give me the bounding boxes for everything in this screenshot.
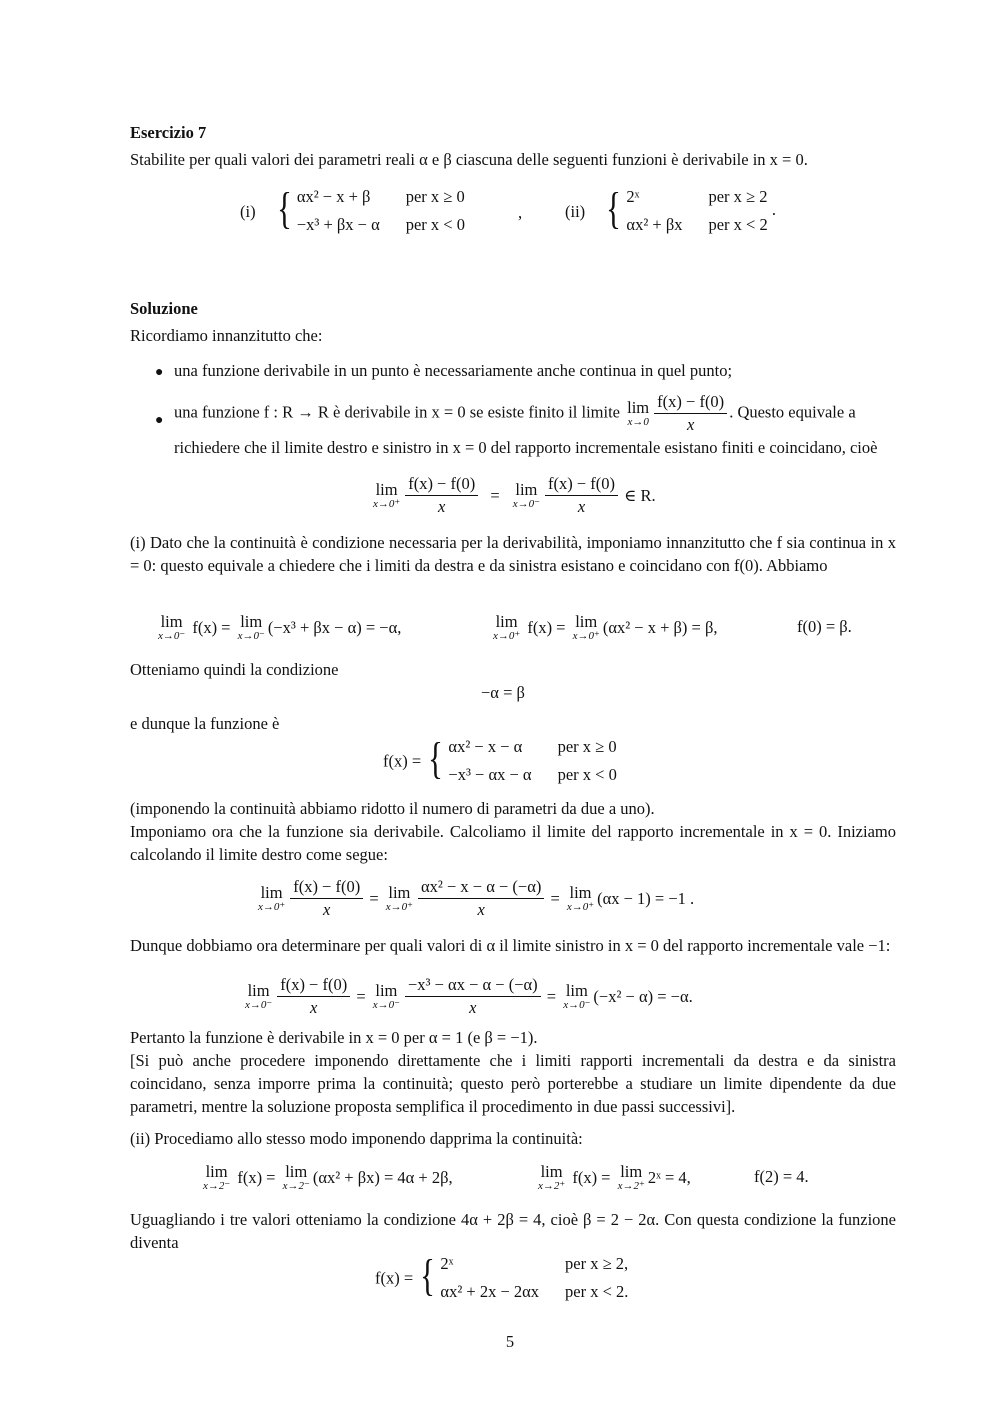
function-final: f(x) = { 2ˣ per x ≥ 2, αx² + 2x − 2αx per x < 2. <box>375 1250 628 1306</box>
eq-limits-ii-right: lim x→2⁺ f(x) = lim x→2⁺ 2ˣ = 4, <box>538 1162 691 1192</box>
exercise-statement: Stabilite per quali valori dei parametri reali α e β ciascuna delle seguenti funzioni è derivabile in x = 0. <box>130 150 808 169</box>
f1-row2-expr: −x³ + βx − α <box>296 215 380 234</box>
f2-row2-expr: αx² + βx <box>626 215 683 234</box>
eq-condition: −α = β <box>481 683 525 702</box>
separator-comma: , <box>518 203 523 222</box>
eq-right-limit: lim x→0⁺ $\frac{f(x) - f(0)}{x}$ = lim x→0⁺ $\frac{\text{αx² − x − α − (−α)}}{x}$ = lim x→0⁺ (αx − 1) = −1 . <box>258 877 695 919</box>
label-i: (i) <box>240 201 256 221</box>
bullet-2-text-a: una funzione f : R → R è derivabile in x = 0 se esiste finito il limite <box>174 402 621 422</box>
solution-intro: Ricordiamo innanzitutto che: <box>130 326 323 345</box>
paragraph-result: Pertanto la funzione è derivabile in x = 0 per α = 1 (e β = −1). <box>130 1028 538 1047</box>
f1-row1-cond: per x ≥ 0 <box>405 187 465 206</box>
fnew-row1-expr: αx² − x − α <box>448 737 523 756</box>
ffin-row2-expr: αx² + 2x − 2αx <box>440 1282 540 1301</box>
bullet-1: una funzione derivabile in un punto è necessariamente anche continua in quel punto; <box>174 361 733 380</box>
bullet-2-text-b: . Questo equivale a richiedere che il limite destro e sinistro in x = 0 del rapporto incrementale esistano finiti e coincidano, cioè <box>174 402 878 457</box>
f2-period: . <box>771 199 776 219</box>
eq-limits-i-left: lim x→0⁻ f(x) = lim x→0⁻ (−x³ + βx − α) = −α, <box>158 612 402 642</box>
ffin-row1-cond: per x ≥ 2, <box>565 1254 629 1273</box>
paragraph-derivability: Imponiamo ora che la funzione sia derivabile. Calcoliamo il limite del rapporto incrementale in x = 0. Iniziamo calcolando il limite destro come segue: <box>130 822 896 864</box>
eq-f2: f(2) = 4. <box>754 1167 809 1186</box>
fnew-row1-cond: per x ≥ 0 <box>557 737 617 756</box>
f2-row1-cond: per x ≥ 2 <box>708 187 768 206</box>
f2-row1-expr: 2ˣ <box>626 187 640 206</box>
function-ii: (ii) { 2ˣ per x ≥ 2 αx² + βx per x < 2 . <box>565 183 776 239</box>
page-number: 5 <box>505 1332 515 1351</box>
ffin-row1-expr: 2ˣ <box>440 1254 454 1273</box>
bullet-2: una funzione f : R → R è derivabile in x = 0 se esiste finito il limite lim x→0 $\frac{f(x) - f(0)}{x}$ . Questo equivale a richiedere che il limite destro e sinistro in x = 0 del rapporto incrementale esistano finiti e coincidano, cioè <box>174 392 878 457</box>
paragraph-i-continuity: (i) Dato che la continuità è condizione necessaria per la derivabilità, imponiamo innanzitutto che f sia continua in x = 0: questo equivale a chiedere che i limiti da destra e da sinistra esistano e coincidano con f(0). Abbiamo <box>130 533 896 575</box>
f2-row2-cond: per x < 2 <box>708 215 768 234</box>
eq-left-limit: lim x→0⁻ $\frac{f(x) - f(0)}{x}$ = lim x→0⁻ $\frac{\text{−x³ − αx − α − (−α)}}{x}$ = lim x→0⁻ (−x² − α) = −α. <box>245 975 693 1017</box>
eq-limits-i-right: lim x→0⁺ f(x) = lim x→0⁺ (αx² − x + β) = β, <box>493 612 718 642</box>
paragraph-condition: Otteniamo quindi la condizione <box>130 660 339 679</box>
ffin-row2-cond: per x < 2. <box>565 1282 629 1301</box>
f1-row2-cond: per x < 0 <box>405 215 465 234</box>
solution-title: Soluzione <box>130 299 198 318</box>
eq-derivative-definition: lim x→0⁺ $\frac{f(x) - f(0)}{x}$ = lim x→0⁻ $\frac{f(x) - f(0)}{x}$ ∈ R. <box>373 474 656 516</box>
paragraph-equalize: Uguagliando i tre valori otteniamo la condizione 4α + 2β = 4, cioè β = 2 − 2α. Con questa condizione la funzione diventa <box>130 1210 896 1252</box>
paragraph-bracket-note: [Si può anche procedere imponendo direttamente che i limiti rapporti incrementali da destra e da sinistra coincidano, senza imporre prima la continuità; questo però porterebbe a studiare un limite dipendente da due parametri, mentre la soluzione proposta semplifica il procedimento in due passi successivi]. <box>130 1051 896 1116</box>
bullet-marker: ● <box>155 365 164 380</box>
fnew-row2-expr: −x³ − αx − α <box>448 765 532 784</box>
paragraph-left-limit: Dunque dobbiamo ora determinare per quali valori di α il limite sinistro in x = 0 del rapporto incrementale vale −1: <box>130 936 891 955</box>
paragraph-note: (imponendo la continuità abbiamo ridotto il numero di parametri da due a uno). <box>130 799 655 818</box>
fnew-row2-cond: per x < 0 <box>557 765 617 784</box>
paragraph-ii: (ii) Procediamo allo stesso modo imponendo dapprima la continuità: <box>130 1129 583 1148</box>
function-after-continuity: f(x) = { αx² − x − α per x ≥ 0 −x³ − αx − α per x < 0 <box>383 733 617 789</box>
label-ii: (ii) <box>565 201 586 221</box>
eq-limits-ii-left: lim x→2⁻ f(x) = lim x→2⁻ (αx² + βx) = 4α + 2β, <box>203 1162 453 1192</box>
f1-row1-expr: αx² − x + β <box>296 187 371 206</box>
paragraph-dunque: e dunque la funzione è <box>130 714 280 733</box>
eq-f0: f(0) = β. <box>797 617 852 636</box>
function-i: (i) { αx² − x + β per x ≥ 0 −x³ + βx − α per x < 0 <box>240 183 465 239</box>
bullet-marker: ● <box>155 413 164 428</box>
exercise-title: Esercizio 7 <box>130 123 207 142</box>
